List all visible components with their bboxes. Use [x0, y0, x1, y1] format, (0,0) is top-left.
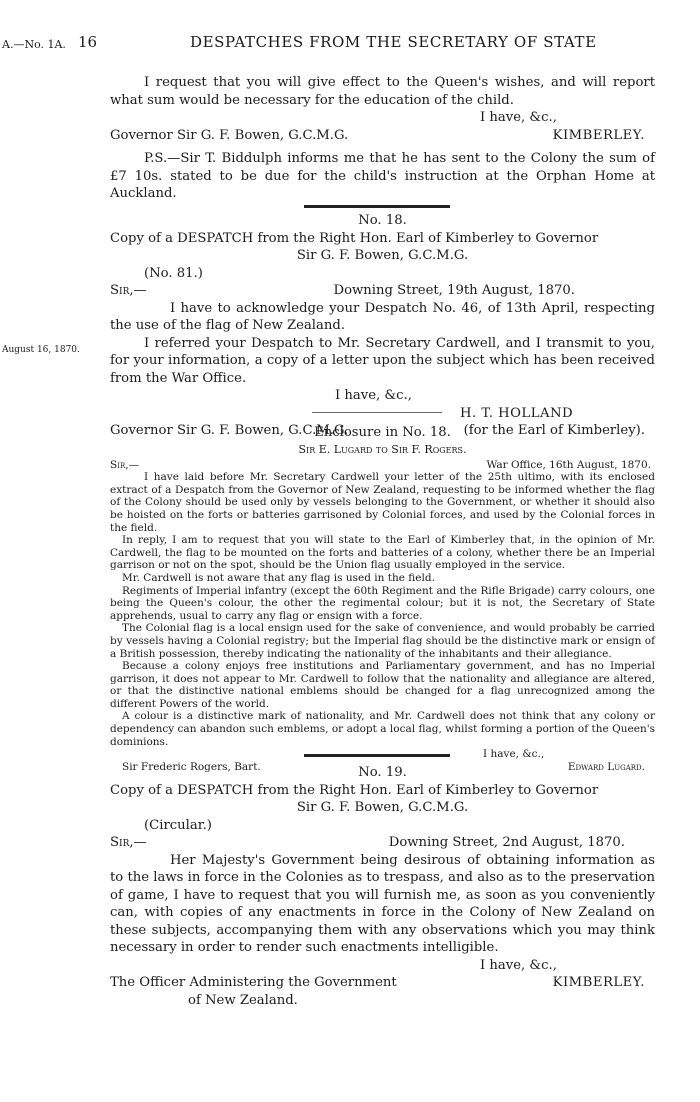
paragraph-2: I referred your Despatch to Mr. Secretary Cardwell, and I transmit to you, for your information, a copy of a letter upon the subject which has been received from the War Office. [110, 335, 655, 386]
salutation: Sir,— [110, 283, 147, 298]
enclosure-salutation-line [110, 459, 655, 472]
enclosure-paragraph-4: Regiments of Imperial infantry (except the 60th Regiment and the Rifle Brigade) carry colours, one being the Queen's colour, the other the regimental colour; but it is not, the Secretary of State apprehends, usual to carry any flag or ensign with a force. [110, 584, 655, 622]
despatch-no-19 [110, 764, 655, 1009]
copy-heading-line-2: Sir G. F. Bowen, G.C.M.G. [296, 248, 469, 263]
closing-i-have: I have, &c., [335, 388, 412, 403]
enclosure-paragraph-3: Mr. Cardwell is not aware that any flag is used in the field. [122, 571, 435, 584]
enclosure-paragraph-5: The Colonial flag is a local ensign used for the sake of convenience, and would probably be carried by vessels having a Colonial registry; but the Imperial flag should be the distinctive mark or ensign of a British possession, thereby indicating the nationality of the inhabitants and their allegiance. [110, 622, 655, 660]
recipient: Sir Frederic Rogers, Bart. [122, 760, 261, 773]
place-date: Downing Street, 2nd August, 1870. [388, 835, 625, 850]
despatch-number: No. 18. [358, 213, 407, 228]
closing-i-have: I have, &c., [480, 957, 557, 973]
despatch-ref: (Circular.) [144, 817, 212, 833]
section-rule [304, 754, 450, 757]
copy-heading-line-2: Sir G. F. Bowen, G.C.M.G. [296, 800, 469, 815]
enclosure-heading [110, 424, 655, 442]
section-rule [304, 205, 450, 208]
recipient: Governor Sir G. F. Bowen, G.C.M.G. [110, 423, 349, 438]
copy-heading-line-1: Copy of a DESPATCH from the Right Hon. Earl of Kimberley to Governor [110, 782, 599, 798]
place-date: War Office, 16th August, 1870. [486, 458, 651, 471]
enclosure-paragraph-1: I have laid before Mr. Secretary Cardwell your letter of the 25th ultimo, with its enclosed extract of a Despatch from the Governor of New Zealand, requesting to be informed whether the flag of the Colony should be used only by vessels belonging to the Government, or whether it should also be hoisted on the forts or batteries garrisoned by Colonial forces, and used by the Colonial forces in the field. [110, 471, 655, 534]
copy-heading-line-1: Copy of a DESPATCH from the Right Hon. Earl of Kimberley to Governor [110, 230, 599, 246]
enclosure-rule [312, 412, 442, 413]
sender: KIMBERLEY. [552, 127, 645, 143]
paragraph: Her Majesty's Government being desirous of obtaining information as to the laws in force in the Colonies as to trespass, and also as to the preservation of game, I have to request that you will furnish me, as soon as you conveniently can, with copies of any enactments in force in the Colony of New Zealand on these subjects, accompanying them with any observations which you may think necessary in order to render such enactments intelligible. [110, 852, 655, 955]
despatch-number: No. 19. [358, 765, 407, 780]
closing-i-have: I have, &c., [483, 748, 545, 761]
recipient: Governor Sir G. F. Bowen, G.C.M.G. [110, 127, 349, 143]
salutation: Sir,— [110, 458, 140, 471]
closing-i-have: I have, &c., [480, 110, 557, 125]
enclosure-paragraph-7: A colour is a distinctive mark of nationality, and Mr. Cardwell does not think that any colony or dependency can abandon such emblems, or adopt a local flag, whilst forming a portion of the Queen's dominions. [110, 710, 655, 748]
header-reference: A.—No. 1A. [2, 38, 66, 51]
enclosure-subtitle: Sir E. Lugard to Sir F. Rogers. [298, 443, 467, 456]
despatch-ref: (No. 81.) [144, 265, 203, 281]
margin-date-note: August 16, 1870. [2, 345, 80, 355]
recipient-line-2: of New Zealand. [188, 992, 298, 1008]
salutation: Sir,— [110, 835, 147, 850]
signature-line [110, 974, 655, 992]
paragraph-1: I have to acknowledge your Despatch No. 46, of 13th April, respecting the use of the flag of New Zealand. [110, 300, 655, 333]
page-title: DESPATCHES FROM THE SECRETARY OF STATE [190, 33, 597, 51]
place-date: Downing Street, 19th August, 1870. [333, 283, 575, 298]
for-line: (for the Earl of Kimberley). [463, 423, 645, 438]
salutation-line [110, 834, 655, 852]
signer: Edward Lugard. [567, 760, 645, 773]
enclosure-paragraph-2: In reply, I am to request that you will state to the Earl of Kimberley that, in the opinion of Mr. Cardwell, the flag to be mounted on the forts and batteries of a colony, whether there be an Imperial garrison or not on the spot, should be the Union flag usually employed in the service. [110, 534, 655, 572]
sender: KIMBERLEY. [552, 975, 645, 990]
postscript: P.S.—Sir T. Biddulph informs me that he has sent to the Colony the sum of £7 10s. stated to be due for the child's instruction at the Orphan Home at Auckland. [110, 151, 655, 201]
salutation-line [110, 282, 655, 300]
despatch-no-18 [110, 212, 655, 440]
signature-line [110, 127, 655, 145]
enclosure-letter [110, 444, 655, 773]
request-paragraph: I request that you will give effect to the Queen's wishes, and will report what sum would be necessary for the education of the child. [110, 75, 655, 108]
page-number: 16 [78, 33, 98, 51]
recipient-line-1: The Officer Administering the Government [110, 975, 397, 990]
enclosure-paragraph-6: Because a colony enjoys free institutions and Parliamentary government, and has no Imperial garrison, it does not appear to Mr. Cardwell to follow that the nationality and allegiance are altered, or that the distinctive national emblems should be changed for a flag unrecognized among the different Powers of the world. [110, 660, 655, 710]
enclosure-title: Enclosure in No. 18. [314, 425, 451, 440]
section-continuation [110, 74, 655, 203]
signer: H. T. HOLLAND [460, 405, 574, 421]
